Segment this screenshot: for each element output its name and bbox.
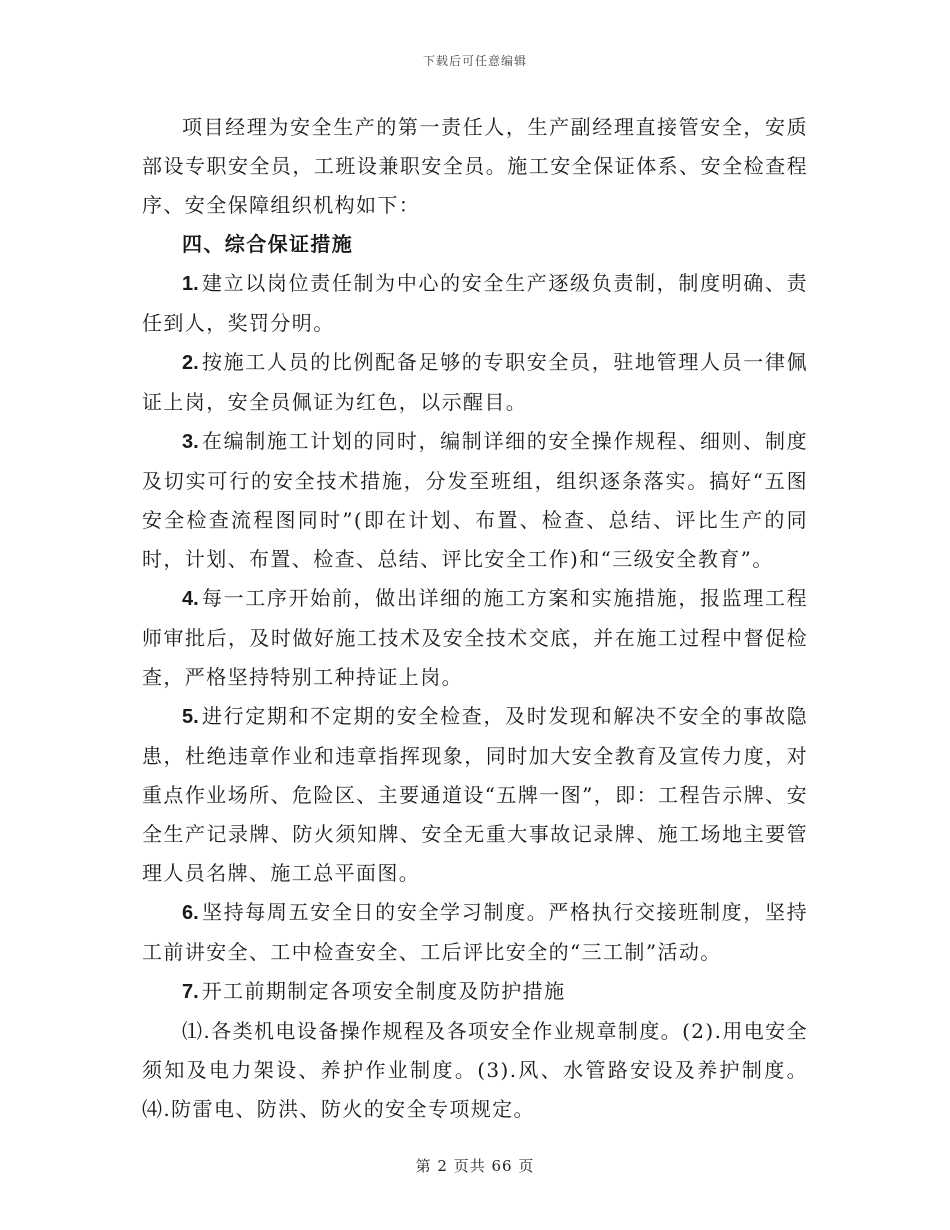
page-header: 下载后可任意编辑 bbox=[422, 54, 527, 68]
sub-items-paragraph: ⑴.各类机电设备操作规程及各项安全作业规章制度。(2).用电安全须知及电力架设、养护作业制度。(3).风、水管路安设及养护制度。⑷.防雷电、防洪、防火的安全专项规定。 bbox=[142, 1019, 808, 1121]
item-number: 7. bbox=[182, 981, 199, 1003]
section-heading: 四、综合保证措施 bbox=[182, 232, 354, 256]
intro-paragraph: 项目经理为安全生产的第一责任人，生产副经理直接管安全，安质部设专职安全员，工班设兼职安全员。施工安全保证体系、安全检查程序、安全保障组织机构如下： bbox=[142, 115, 808, 217]
list-item bbox=[142, 422, 808, 579]
item-text: 建立以岗位责任制为中心的安全生产逐级负责制，制度明确、责任到人，奖罚分明。 bbox=[142, 271, 808, 335]
list-item bbox=[142, 264, 808, 343]
page-footer: 第 2 页共 66 页 bbox=[415, 1157, 535, 1175]
document-body bbox=[142, 108, 808, 1129]
item-text: 在编制施工计划的同时，编制详细的安全操作规程、细则、制度及切实可行的安全技术措施，分发至班组，组织逐条落实。搞好“五图安全检查流程图同时”(即在计划、布置、检查、总结、评比生产的同时，计划、布置、检查、总结、评比安全工作)和“三级安全教育”。 bbox=[142, 429, 808, 571]
item-text: 进行定期和不定期的安全检查，及时发现和解决不安全的事故隐患，杜绝违章作业和违章指挥现象，同时加大安全教育及宣传力度，对重点作业场所、危险区、主要通道设“五牌一图”，即：工程告示牌、安全生产记录牌、防火须知牌、安全无重大事故记录牌、施工场地主要管理人员名牌、施工总平面图。 bbox=[142, 704, 808, 885]
list-item bbox=[142, 697, 808, 893]
item-number: 6. bbox=[182, 902, 199, 924]
item-number: 5. bbox=[182, 706, 199, 728]
item-number: 1. bbox=[182, 273, 199, 295]
item-text: 坚持每周五安全日的安全学习制度。严格执行交接班制度，坚持工前讲安全、工中检查安全、工后评比安全的“三工制”活动。 bbox=[142, 900, 808, 964]
item-text: 开工前期制定各项安全制度及防护措施 bbox=[201, 979, 566, 1003]
list-item bbox=[142, 972, 808, 1012]
item-text: 每一工序开始前，做出详细的施工方案和实施措施，报监理工程师审批后，及时做好施工技术及安全技术交底，并在施工过程中督促检查，严格坚持特别工种持证上岗。 bbox=[142, 586, 808, 689]
item-text: 按施工人员的比例配备足够的专职安全员，驻地管理人员一律佩证上岗，安全员佩证为红色，以示醒目。 bbox=[142, 350, 808, 414]
list-item bbox=[142, 343, 808, 422]
item-number: 4. bbox=[182, 588, 199, 610]
list-item bbox=[142, 893, 808, 972]
item-number: 2. bbox=[182, 352, 199, 374]
item-number: 3. bbox=[182, 431, 199, 453]
list-item bbox=[142, 579, 808, 697]
